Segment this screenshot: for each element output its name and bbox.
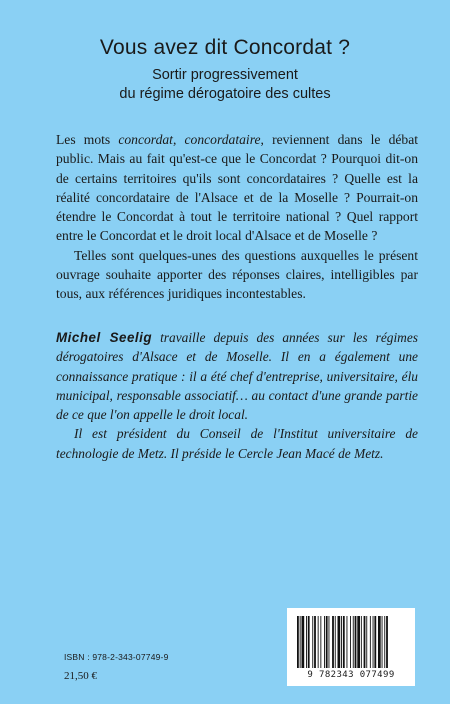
author-bio-paragraph-2: Il est président du Conseil de l'Institut universitaire de technologie de Metz. Il préside le Cercle Jean Macé de Metz. — [56, 426, 418, 461]
description-paragraph-2: Telles sont quelques-unes des questions auxquelles le présent ouvrage souhaite apporter des réponses claires, intelligibles par tous, aux références juridiques incontestables. — [56, 247, 418, 302]
book-title: Vous avez dit Concordat ? — [99, 36, 351, 59]
book-subtitle — [0, 66, 450, 104]
price-label: 21,50 € — [64, 670, 97, 682]
author-bio-paragraph-1: Michel Seelig travaille depuis des années sur les régimes dérogatoires d'Alsace et de Moselle. Il en a également une connaissance pratique : il a été chef d'entreprise, universitaire, élu municipal, responsable associatif… au contact d'une grande partie de ce que l'on appelle le droit local. — [56, 330, 419, 423]
author-name: Michel Seelig — [56, 330, 153, 345]
barcode-digits: 9 782343 077499 — [307, 670, 395, 680]
subtitle-line-1: Sortir progressivement — [152, 67, 298, 83]
subtitle-line-2: du régime dérogatoire des cultes — [119, 86, 331, 102]
barcode — [287, 608, 415, 686]
barcode-bars — [295, 616, 407, 670]
description-paragraph-1: Les mots concordat, concordataire, reviennent dans le débat public. Mais au fait qu'est-ce que le Concordat ? Pourquoi dit-on de certains territoires qu'ils sont concordataires ? Quelle est la réalité concordataire de l'Alsace et de la Moselle ? Pourrait-on étendre le Concordat à tout le territoire national ? Quel rapport entre le Concordat et le droit local d'Alsace et de Moselle ? — [56, 132, 419, 244]
author-bio — [56, 328, 418, 463]
book-description — [56, 130, 418, 304]
isbn-label: ISBN : 978-2-343-07749-9 — [64, 652, 169, 662]
